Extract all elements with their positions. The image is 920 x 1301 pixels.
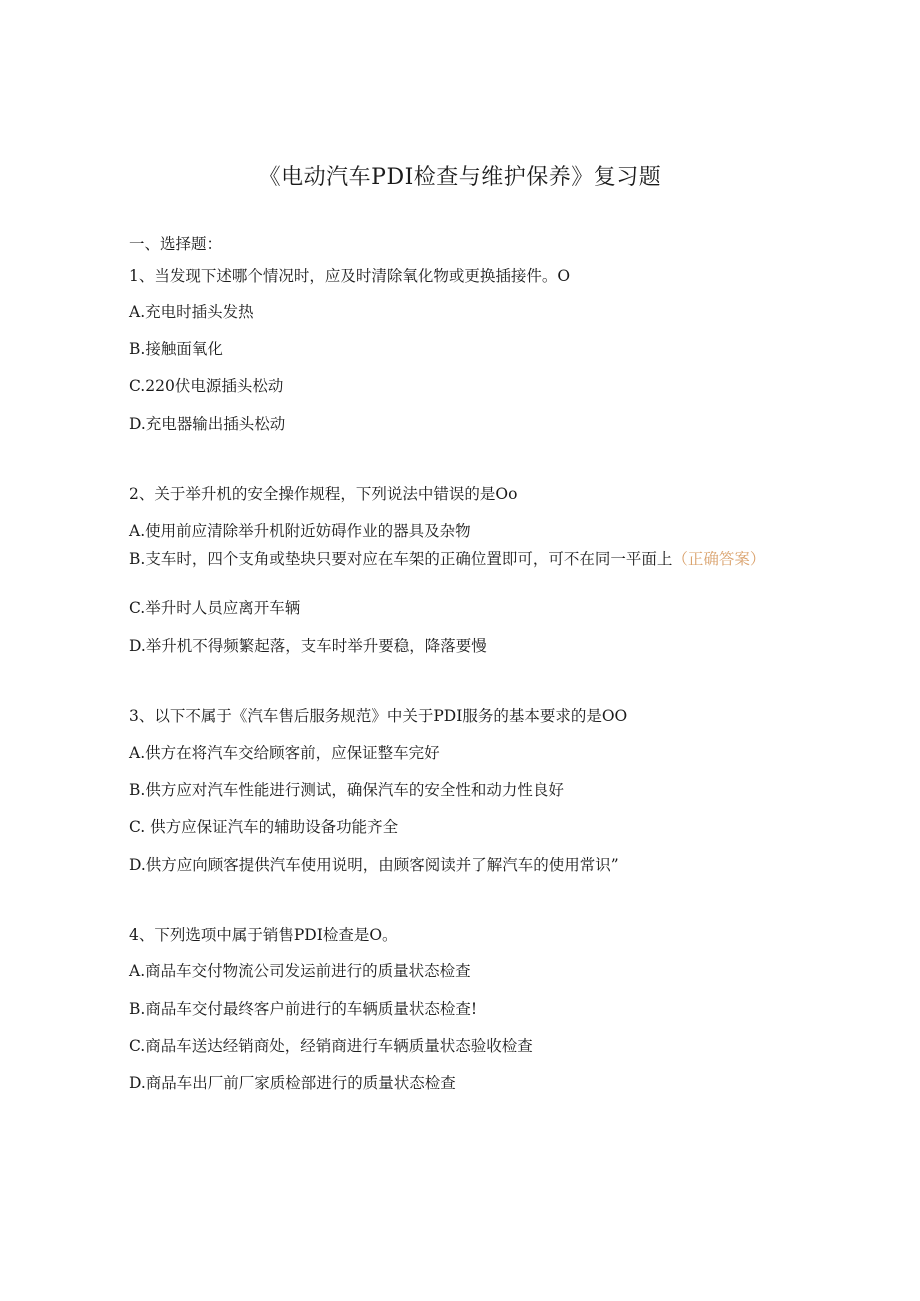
question-1-option-d: D.充电器输出插头松动: [129, 415, 286, 433]
question-3-option-c: C. 供方应保证汽车的辅助设备功能齐全: [129, 818, 399, 836]
question-4-option-b: B.商品车交付最终客户前进行的车辆质量状态检查!: [129, 1000, 478, 1018]
question-1-option-b: B.接触面氧化: [129, 340, 223, 358]
correct-answer-note: （正确答案）: [672, 550, 766, 568]
question-2-option-b-text: B.支车时，四个支角或垫块只要对应在车架的正确位置即可，可不在同一平面上: [129, 550, 673, 568]
section-heading: 一、选择题：: [129, 235, 223, 253]
document-title: 《电动汽车PDI检查与维护保养》复习题: [258, 165, 662, 190]
question-3-option-b: B.供方应对汽车性能进行测试，确保汽车的安全性和动力性良好: [129, 781, 564, 799]
question-4-option-c: C.商品车送达经销商处，经销商进行车辆质量状态验收检查: [129, 1037, 533, 1055]
question-2-stem: 2、关于举升机的安全操作规程，下列说法中错误的是Oo: [129, 485, 518, 503]
question-4-stem: 4、下列选项中属于销售PDI检查是O。: [129, 926, 398, 944]
question-2-option-b: [129, 548, 779, 570]
question-1-option-c: C.220伏电源插头松动: [129, 377, 284, 395]
question-3-option-d: D.供方应向顾客提供汽车使用说明，由顾客阅读并了解汽车的使用常识”: [129, 856, 619, 874]
question-1-option-a: A.充电时插头发热: [129, 303, 254, 321]
question-4-option-d: D.商品车出厂前厂家质检部进行的质量状态检查: [129, 1074, 456, 1092]
question-4-option-a: A.商品车交付物流公司发运前进行的质量状态检查: [129, 962, 471, 980]
question-3-stem: 3、以下不属于《汽车售后服务规范》中关于PDI服务的基本要求的是OO: [129, 707, 628, 725]
question-2-option-c: C.举升时人员应离开车辆: [129, 599, 301, 617]
question-2-option-d: D.举升机不得频繁起落，支车时举升要稳，降落要慢: [129, 637, 487, 655]
question-1-stem: 1、当发现下述哪个情况时，应及时清除氧化物或更换插接件。O: [129, 267, 571, 285]
question-2-option-a: A.使用前应清除举升机附近妨碍作业的器具及杂物: [129, 522, 471, 540]
question-3-option-a: A.供方在将汽车交给顾客前，应保证整车完好: [129, 744, 440, 762]
